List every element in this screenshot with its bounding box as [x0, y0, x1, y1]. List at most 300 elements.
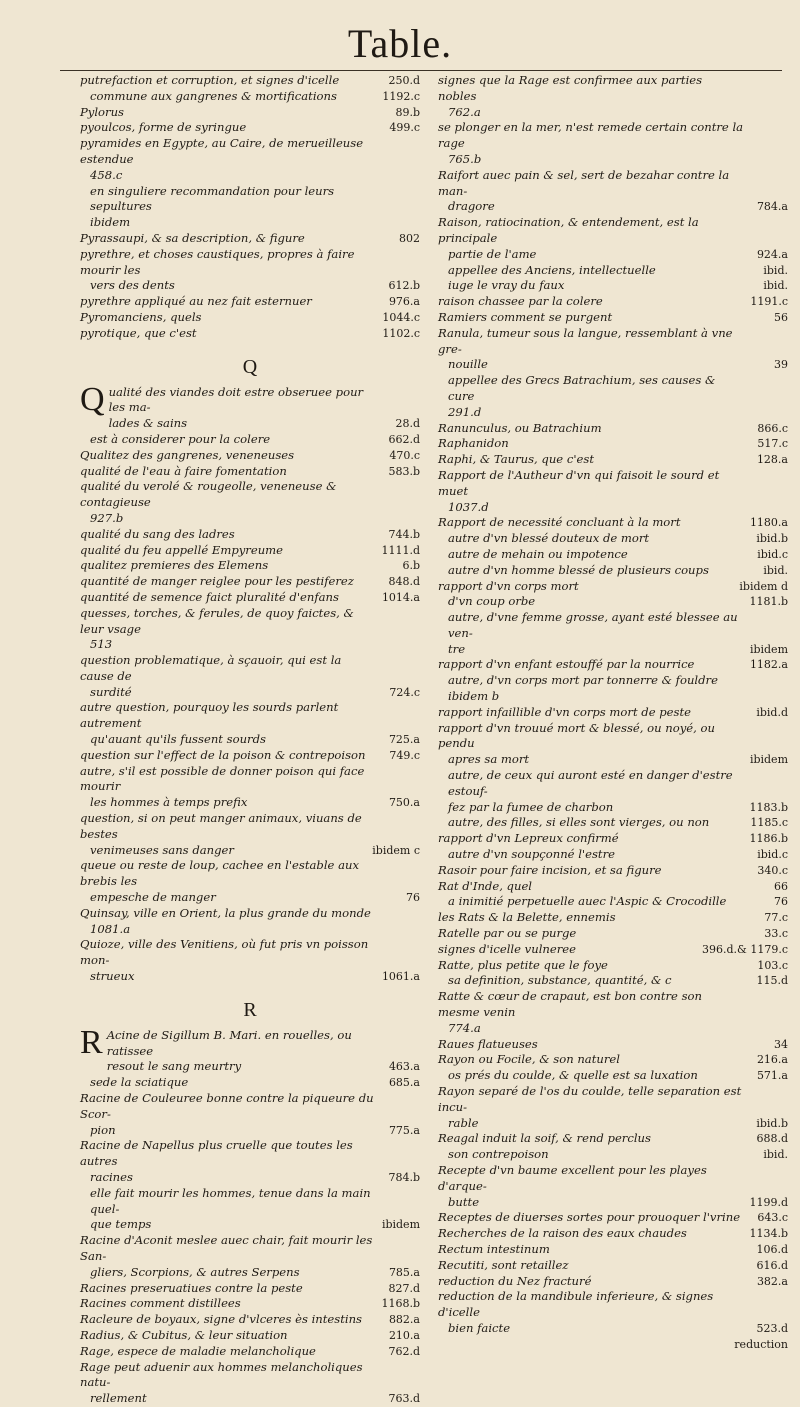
- entry-text: gliers, Scorpions, & autres Serpens: [90, 1264, 300, 1279]
- right-column: [438, 73, 788, 1353]
- entry-text: reduction de la mandibule inferieure, & signes d'icelle: [438, 1289, 714, 1320]
- entry-text: question problematique, à sçauoir, qui est la cause de: [80, 653, 342, 683]
- index-entry: [80, 574, 420, 590]
- entry-page-ref: 39: [774, 358, 788, 372]
- entry-page-ref: ibidem c: [372, 843, 420, 857]
- index-entry: [80, 1233, 420, 1265]
- index-entry: [438, 657, 788, 673]
- entry-text: autre d'vn soupçonné l'estre: [448, 847, 615, 862]
- entry-page-ref: 784.b: [388, 1171, 420, 1184]
- index-entry: [80, 73, 420, 89]
- entry-text: dragore: [448, 199, 495, 214]
- entry-page-ref: 1186.b: [749, 832, 788, 846]
- entry-page-ref: 775.a: [388, 1123, 420, 1137]
- entry-text: rable: [448, 1115, 479, 1130]
- entry-text: Racleure de boyaux, signe d'vlceres ès intestins: [80, 1312, 363, 1327]
- index-entry: [107, 1028, 420, 1060]
- index-entry: [438, 879, 788, 895]
- index-entry: [80, 1344, 420, 1360]
- entry-text: Acine de Sigillum B. Mari. en rouelles, ou ratissee: [106, 1027, 352, 1058]
- entry-text: 513: [90, 637, 113, 652]
- index-entry: [438, 168, 788, 200]
- entry-page-ref: 724.c: [389, 685, 420, 699]
- entry-page-ref: 250.d: [388, 74, 420, 87]
- entry-page-ref: 34: [774, 1037, 788, 1051]
- index-entry: [438, 815, 788, 831]
- entry-text: 291.d: [448, 404, 482, 419]
- entry-page-ref: 1181.b: [749, 595, 788, 609]
- entry-page-ref: 463.a: [388, 1060, 420, 1074]
- index-entry: [438, 436, 788, 452]
- index-entry: [109, 385, 420, 417]
- entry-text: Ratte, plus petite que le foye: [438, 957, 608, 972]
- index-entry: [80, 278, 420, 294]
- index-entry: [80, 136, 420, 168]
- section-head-q: Q: [242, 355, 258, 378]
- entry-page-ref: 128.a: [756, 453, 788, 467]
- header-rule: [60, 70, 782, 71]
- entry-text: queue ou reste de loup, cachee en l'estable aux brebis les: [80, 858, 360, 889]
- index-entry: [80, 326, 420, 342]
- index-entry: [438, 1147, 788, 1163]
- entry-text: d'vn coup orbe: [448, 594, 536, 609]
- entry-text: est à considerer pour la colere: [90, 431, 271, 446]
- entry-page-ref: 77.c: [764, 911, 788, 925]
- entry-page-ref: 6.b: [402, 559, 420, 573]
- entry-text: Racine d'Aconit meslee auec chair, fait mourir les San-: [80, 1233, 373, 1263]
- entry-page-ref: 662.d: [388, 432, 420, 446]
- entry-text: quantité de manger reiglee pour les pestiferez: [80, 574, 354, 589]
- entry-text: 762.a: [448, 104, 481, 119]
- entry-text: surdité: [90, 684, 132, 699]
- entry-page-ref: ibid.c: [757, 848, 788, 862]
- catchword-row: [438, 1337, 788, 1353]
- entry-text: ibidem: [90, 215, 131, 230]
- entry-text: autre question, pourquoy les sourds parlent autrement: [80, 700, 339, 731]
- entry-page-ref: 827.d: [388, 1281, 420, 1295]
- entry-text: pion: [90, 1122, 116, 1137]
- entry-text: os prés du coulde, & quelle est sa luxation: [448, 1068, 698, 1083]
- entry-text: Raphi, & Taurus, que c'est: [438, 452, 595, 467]
- entry-page-ref: 76: [774, 895, 788, 909]
- entry-page-ref: 103.c: [757, 958, 788, 972]
- entry-text: autre, des filles, si elles sont vierges, ou non: [448, 815, 710, 830]
- index-entry: [80, 310, 420, 326]
- entry-page-ref: 924.a: [756, 247, 788, 261]
- index-entry: [438, 515, 788, 531]
- entry-text: venimeuses sans danger: [90, 842, 234, 857]
- entry-text: Rapport de necessité concluant à la mort: [438, 515, 681, 530]
- entry-text: les hommes à temps prefix: [90, 795, 248, 810]
- entry-text: autre de mehain ou impotence: [448, 546, 628, 561]
- index-entry: [438, 468, 788, 500]
- index-entry: [80, 168, 420, 184]
- index-entry: [80, 590, 420, 606]
- entry-page-ref: 571.a: [756, 1069, 788, 1083]
- index-entry: [438, 989, 788, 1021]
- entry-text: Raues flatueuses: [438, 1036, 538, 1051]
- index-entry: [438, 958, 788, 974]
- entry-text: fez par la fumee de charbon: [448, 799, 614, 814]
- index-entry: [80, 1296, 420, 1312]
- entry-text: qualité du sang des ladres: [80, 526, 235, 541]
- index-entry: [80, 890, 420, 906]
- entry-text: Raphanidon: [438, 436, 509, 451]
- entry-text: qualité du verolé & rougeolle, veneneuse & contagieuse: [80, 479, 337, 510]
- entry-page-ref: 1182.a: [749, 658, 788, 672]
- entry-text: Rapport de l'Autheur d'vn qui faisoit le sourd et muet: [438, 467, 720, 498]
- index-entry: [438, 973, 788, 989]
- index-entry: [80, 1138, 420, 1170]
- entry-page-ref: 583.b: [388, 464, 420, 478]
- entry-text: rapport d'vn Lepreux confirmé: [438, 831, 619, 846]
- entry-text: a inimitié perpetuelle auec l'Aspic & Crocodille: [448, 894, 727, 909]
- index-entry: [438, 1068, 788, 1084]
- entry-text: 774.a: [448, 1020, 481, 1035]
- entry-text: Recherches de la raison des eaux chaudes: [438, 1226, 687, 1241]
- entry-text: pyoulcos, forme de syringue: [80, 120, 247, 135]
- entries-p: [80, 73, 420, 342]
- index-entry: [80, 858, 420, 890]
- index-entry: [80, 1391, 420, 1407]
- entry-page-ref: 382.a: [756, 1274, 788, 1288]
- index-entry: [438, 357, 788, 373]
- index-entry: [80, 558, 420, 574]
- entry-text: en singuliere recommandation pour leurs sepultures: [90, 183, 335, 214]
- entry-page-ref: 1134.b: [749, 1227, 788, 1241]
- entry-page-ref: 688.d: [756, 1132, 788, 1146]
- index-entry: [438, 247, 788, 263]
- index-entry: [80, 120, 420, 136]
- entry-text: autre, d'vn corps mort par tonnerre & fouldre: [448, 673, 718, 688]
- entry-text: iuge le vray du faux: [448, 278, 565, 293]
- index-entry: [438, 1195, 788, 1211]
- index-entry: [438, 894, 788, 910]
- entry-text: autre d'vn blessé douteux de mort: [448, 531, 650, 546]
- entry-text: partie de l'ame: [448, 246, 537, 261]
- entry-page-ref: 725.a: [388, 733, 420, 747]
- entry-text: Rage, espece de maladie melancholique: [80, 1343, 316, 1358]
- entry-text: Quinsay, ville en Orient, la plus grande du monde: [80, 905, 371, 920]
- index-entry: [80, 543, 420, 559]
- index-entry: [438, 594, 788, 610]
- entry-text: Rage peut aduenir aux hommes melancholiques natu-: [80, 1359, 363, 1390]
- entry-page-ref: 340.c: [757, 863, 788, 877]
- index-entry: [80, 231, 420, 247]
- entry-text: Rasoir pour faire incision, et sa figure: [438, 862, 662, 877]
- entry-text: signes que la Rage est confirmee aux parties nobles: [438, 73, 703, 103]
- index-entry: [80, 843, 420, 859]
- entry-page-ref: 1183.b: [749, 800, 788, 814]
- entry-text: sede la sciatique: [90, 1075, 189, 1090]
- index-entry: [438, 73, 788, 105]
- drop-cap-entry-r: [80, 1023, 420, 1075]
- index-entry: [80, 432, 420, 448]
- entry-page-ref: 216.a: [756, 1053, 788, 1067]
- entry-page-ref: 1191.c: [750, 295, 788, 309]
- index-entry: [438, 1163, 788, 1195]
- entry-text: commune aux gangrenes & mortifications: [90, 88, 337, 103]
- entry-page-ref: 1180.a: [749, 516, 788, 530]
- entry-page-ref: ibid.: [763, 563, 788, 577]
- index-entry: [80, 969, 420, 985]
- entry-text: pyrethre, et choses caustiques, propres à faire mourir les: [80, 246, 355, 277]
- entry-text: Ratelle par ou se purge: [438, 926, 577, 941]
- entries-r-continued: [438, 73, 788, 1337]
- index-entry: [438, 831, 788, 847]
- entry-text: 458.c: [90, 167, 123, 182]
- entry-text: tre: [448, 641, 466, 656]
- entry-page-ref: ibid.: [763, 279, 788, 293]
- index-entry: [80, 527, 420, 543]
- index-entry: [80, 795, 420, 811]
- entry-text: Racine de Napellus plus cruelle que toutes les autres: [80, 1138, 353, 1169]
- index-entry: [438, 721, 788, 753]
- index-entry: [80, 1186, 420, 1218]
- index-entry: [80, 184, 420, 216]
- entry-text: qualité du feu appellé Empyreume: [80, 542, 284, 557]
- entry-page-ref: 616.d: [756, 1258, 788, 1272]
- entry-text: rapport d'vn enfant estouffé par la nourrice: [438, 657, 695, 672]
- entry-page-ref: 744.b: [388, 527, 420, 541]
- index-entry: [80, 637, 420, 653]
- index-entry: [80, 1360, 420, 1392]
- entry-page-ref: 33.c: [764, 927, 788, 941]
- entry-page-ref: ibidem d: [739, 579, 788, 593]
- entry-text: Rayon ou Focile, & son naturel: [438, 1052, 620, 1067]
- index-entry: [80, 105, 420, 121]
- index-entry: [80, 1123, 420, 1139]
- entry-text: autre, d'vne femme grosse, ayant esté blessee au ven-: [448, 610, 738, 640]
- index-entry: [438, 500, 788, 516]
- entry-text: Ratte & cœur de crapaut, est bon contre son mesme venin: [438, 989, 702, 1020]
- index-entry: [80, 811, 420, 843]
- entry-page-ref: ibidem: [749, 753, 788, 767]
- catchword: reduction: [734, 1337, 788, 1351]
- entry-text: empesche de manger: [90, 890, 216, 905]
- drop-cap-r: R: [80, 1023, 103, 1061]
- entry-page-ref: 1061.a: [381, 970, 420, 984]
- entry-text: quantité de semence faict pluralité d'enfans: [80, 589, 339, 604]
- entry-text: Pylorus: [80, 104, 124, 119]
- entry-text: elle fait mourir les hommes, tenue dans la main quel-: [90, 1185, 371, 1216]
- index-entry: [80, 1217, 420, 1233]
- index-entry: [438, 405, 788, 421]
- entry-page-ref: 749.c: [389, 748, 420, 762]
- index-entry: [438, 326, 788, 358]
- entry-text: rapport d'vn corps mort: [438, 578, 579, 593]
- index-entry: [80, 1265, 420, 1281]
- entry-text: se plonger en la mer, n'est remede certain contre la rage: [438, 120, 744, 151]
- index-entry: [438, 1242, 788, 1258]
- entry-page-ref: ibidem: [381, 1218, 420, 1232]
- entry-page-ref: 1199.d: [749, 1195, 788, 1209]
- entry-text: Ranula, tumeur sous la langue, ressemblant à vne gre-: [438, 325, 733, 356]
- index-entry: [438, 1084, 788, 1116]
- index-entry: [438, 120, 788, 152]
- index-entry: [438, 942, 788, 958]
- index-entry: [80, 1328, 420, 1344]
- index-entry: [438, 215, 788, 247]
- section-head-r: R: [243, 998, 257, 1021]
- index-entry: [438, 152, 788, 168]
- index-entry: [80, 606, 420, 638]
- index-entry: [80, 1075, 420, 1091]
- entry-text: que temps: [90, 1217, 152, 1232]
- entry-text: pyrotique, que c'est: [80, 325, 197, 340]
- entry-text: Recepte d'vn baume excellent pour les playes d'arque-: [438, 1162, 707, 1193]
- entry-text: 1037.d: [448, 499, 489, 514]
- entry-page-ref: ibid.: [763, 263, 788, 277]
- entry-text: apres sa mort: [448, 752, 530, 767]
- index-entry: [80, 764, 420, 796]
- index-entry: [107, 1059, 420, 1075]
- index-entry: [80, 511, 420, 527]
- entry-text: strueux: [90, 969, 135, 984]
- entry-text: Receptes de diuerses sortes pour prouoquer l'vrine: [438, 1210, 741, 1225]
- index-entry: [80, 448, 420, 464]
- entry-text: bien faicte: [448, 1320, 511, 1335]
- entry-text: 765.b: [448, 151, 482, 166]
- entry-page-ref: 848.d: [388, 575, 420, 589]
- index-entry: [438, 1321, 788, 1337]
- entry-text: reduction du Nez fracturé: [438, 1273, 592, 1288]
- index-entry: [80, 906, 420, 922]
- index-entry: [438, 800, 788, 816]
- index-entry: [80, 732, 420, 748]
- entry-page-ref: 106.d: [756, 1242, 788, 1256]
- entry-page-ref: 1192.c: [382, 89, 420, 103]
- entry-text: nouille: [448, 357, 488, 372]
- index-entry: [438, 1037, 788, 1053]
- entry-page-ref: 523.d: [756, 1321, 788, 1335]
- entry-text: Pyromanciens, quels: [80, 309, 202, 324]
- entry-text: Rat d'Inde, quel: [438, 878, 533, 893]
- index-entry: [438, 910, 788, 926]
- entry-text: appellee des Grecs Batrachium, ses causes & cure: [448, 373, 716, 403]
- entry-text: 927.b: [90, 510, 124, 525]
- entry-page-ref: 882.a: [388, 1313, 420, 1327]
- index-entry: [438, 579, 788, 595]
- entry-text: qualité de l'eau à faire fomentation: [80, 463, 287, 478]
- index-entry: [80, 748, 420, 764]
- entry-text: autre, s'il est possible de donner poison qui face mourir: [80, 763, 365, 794]
- entry-page-ref: 1111.d: [381, 543, 420, 557]
- index-entry: [438, 1021, 788, 1037]
- index-entry: [438, 863, 788, 879]
- entries-r: [80, 1075, 420, 1407]
- entry-text: Rayon separé de l'os du coulde, telle separation est incu-: [438, 1084, 742, 1114]
- entry-text: Qualitez des gangrenes, veneneuses: [80, 447, 295, 462]
- entry-page-ref: 762.d: [388, 1344, 420, 1358]
- index-entry: [438, 294, 788, 310]
- entry-page-ref: ibid.: [763, 1148, 788, 1162]
- index-entry: [438, 421, 788, 437]
- entry-text: pyramides en Egypte, au Caire, de merueilleuse estendue: [80, 136, 364, 166]
- index-entry: [438, 768, 788, 800]
- entry-page-ref: ibid.d: [756, 705, 788, 719]
- index-entry: [438, 1052, 788, 1068]
- entry-text: Quioze, ville des Venitiens, où fut pris vn poisson mon-: [80, 937, 369, 968]
- index-entry: [438, 1131, 788, 1147]
- index-entry: [438, 452, 788, 468]
- index-entry: [438, 105, 788, 121]
- entry-text: qualitez premieres des Elemens: [80, 558, 269, 573]
- entry-text: appellee des Anciens, intellectuelle: [448, 262, 656, 277]
- entry-text: signes d'icelle vulneree: [438, 941, 576, 956]
- index-entry: [80, 294, 420, 310]
- index-entry: [438, 278, 788, 294]
- index-entry: [80, 89, 420, 105]
- index-entry: [80, 215, 420, 231]
- entry-page-ref: ibid.b: [756, 1116, 788, 1130]
- index-entry: [438, 563, 788, 579]
- entry-text: rellement: [90, 1391, 147, 1406]
- index-entry: [80, 1091, 420, 1123]
- entry-page-ref: 785.a: [388, 1265, 420, 1279]
- index-entry: [80, 464, 420, 480]
- index-entry: [438, 263, 788, 279]
- entry-page-ref: 76: [406, 891, 420, 905]
- entry-text: les Rats & la Belette, ennemis: [438, 910, 616, 925]
- index-entry: [438, 1258, 788, 1274]
- entry-page-ref: 1168.b: [381, 1297, 420, 1311]
- entry-page-ref: 517.c: [757, 437, 788, 451]
- entry-page-ref: 56: [774, 310, 788, 324]
- entry-text: lades & sains: [108, 416, 188, 431]
- entry-page-ref: 28.d: [395, 417, 420, 431]
- entry-page-ref: 115.d: [756, 974, 788, 988]
- entry-text: Radius, & Cubitus, & leur situation: [80, 1327, 288, 1342]
- index-entry: [438, 1289, 788, 1321]
- entry-text: question, si on peut manger animaux, viuans de bestes: [80, 811, 362, 841]
- index-entry: [438, 673, 788, 689]
- entry-page-ref: 1185.c: [750, 816, 788, 830]
- index-entry: [80, 1312, 420, 1328]
- entry-page-ref: 802: [399, 231, 420, 245]
- index-entry: [438, 1226, 788, 1242]
- entry-text: Reagal induit la soif, & rend perclus: [438, 1131, 651, 1146]
- entry-page-ref: 1044.c: [382, 310, 420, 324]
- entry-page-ref: 685.a: [388, 1076, 420, 1090]
- entry-text: pyrethre appliqué au nez fait esternuer: [80, 294, 312, 309]
- entry-page-ref: 750.a: [388, 796, 420, 810]
- entry-text: ualité des viandes doit estre obseruee pour les ma-: [108, 384, 364, 415]
- index-entry: [438, 373, 788, 405]
- entry-text: butte: [448, 1194, 480, 1209]
- index-entry: [80, 922, 420, 938]
- entry-page-ref: 763.d: [388, 1392, 420, 1406]
- index-entry: [438, 610, 788, 642]
- index-entry: [80, 700, 420, 732]
- entry-text: qu'auant qu'ils fussent sourds: [90, 732, 266, 747]
- entry-text: Ranunculus, ou Batrachium: [438, 420, 602, 435]
- entry-text: ibidem b: [448, 689, 500, 704]
- entry-text: Racines preseruatiues contre la peste: [80, 1280, 303, 1295]
- index-entry: [438, 752, 788, 768]
- index-entry: [438, 705, 788, 721]
- entry-page-ref: 784.a: [756, 200, 788, 214]
- index-entry: [109, 416, 420, 432]
- entry-text: Ramiers comment se purgent: [438, 309, 613, 324]
- entry-text: vers des dents: [90, 278, 175, 293]
- entry-text: resout le sang meurtry: [106, 1059, 242, 1074]
- index-entry: [438, 1210, 788, 1226]
- index-entry: [438, 1116, 788, 1132]
- entry-text: Pyrassaupi, & sa description, & figure: [80, 230, 305, 245]
- entry-page-ref: 1102.c: [382, 326, 420, 340]
- left-column: [80, 73, 420, 1407]
